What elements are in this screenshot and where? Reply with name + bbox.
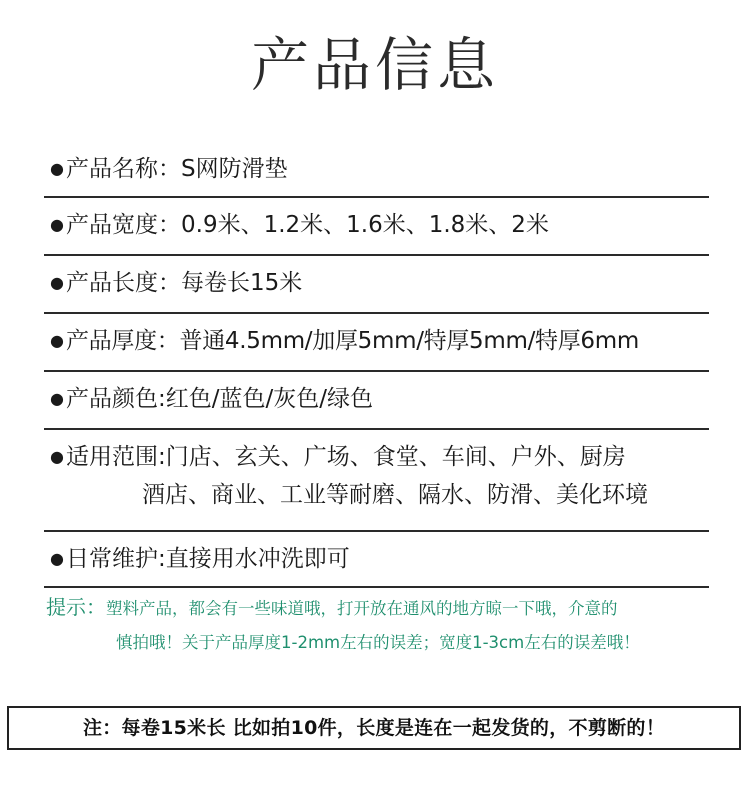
tip-note: [46, 590, 726, 660]
spec-value: S网防滑垫: [181, 156, 288, 182]
spec-row-thickness: [44, 320, 709, 372]
spec-value: 门店、玄关、广场、食堂、车间、户外、厨房: [165, 444, 626, 470]
shipping-notice: 注：每卷15米长 比如拍10件，长度是连在一起发货的，不剪断的！: [7, 706, 741, 750]
spec-label: 日常维护:: [66, 546, 166, 572]
spec-value: 红色/蓝色/灰色/绿色: [165, 386, 373, 412]
spec-value: 直接用水冲洗即可: [165, 546, 350, 572]
spec-value: 0.9米、1.2米、1.6米、1.8米、2米: [181, 212, 549, 238]
spec-label: 产品颜色:: [66, 386, 166, 412]
bullet-icon: ●: [50, 273, 64, 292]
spec-label: 产品名称：: [66, 156, 181, 182]
spec-label: 产品宽度：: [66, 212, 181, 238]
spec-row-length: [44, 262, 709, 314]
spec-value: 普通4.5mm/加厚5mm/特厚5mm/特厚6mm: [179, 328, 639, 354]
bullet-icon: ●: [50, 549, 64, 568]
spec-label: 适用范围:: [66, 444, 166, 470]
bullet-icon: ●: [50, 389, 64, 408]
bullet-icon: ●: [50, 331, 64, 350]
bullet-icon: ●: [50, 447, 64, 466]
spec-label: 产品长度：: [66, 270, 181, 296]
tip-line-1: 塑料产品，都会有一些味道哦，打开放在通风的地方晾一下哦，介意的: [106, 599, 618, 618]
spec-row-maintenance: [44, 538, 709, 588]
bullet-icon: ●: [50, 215, 64, 234]
spec-row-usage: [44, 436, 709, 532]
tip-line-2: 慎拍哦！关于产品厚度1-2mm左右的误差；宽度1-3cm左右的误差哦！: [116, 633, 640, 652]
spec-row-width: [44, 204, 709, 256]
spec-row-name: [44, 148, 709, 198]
spec-label: 产品厚度：: [66, 328, 180, 354]
spec-value: 每卷长15米: [181, 270, 303, 296]
tip-label: 提示：: [46, 595, 106, 619]
spec-value-continued: 酒店、商业、工业等耐磨、隔水、防滑、美化环境: [142, 482, 648, 508]
spec-row-color: [44, 378, 709, 430]
page-title: 产品信息: [250, 31, 499, 99]
spec-list: [44, 148, 709, 588]
bullet-icon: ●: [50, 159, 64, 178]
